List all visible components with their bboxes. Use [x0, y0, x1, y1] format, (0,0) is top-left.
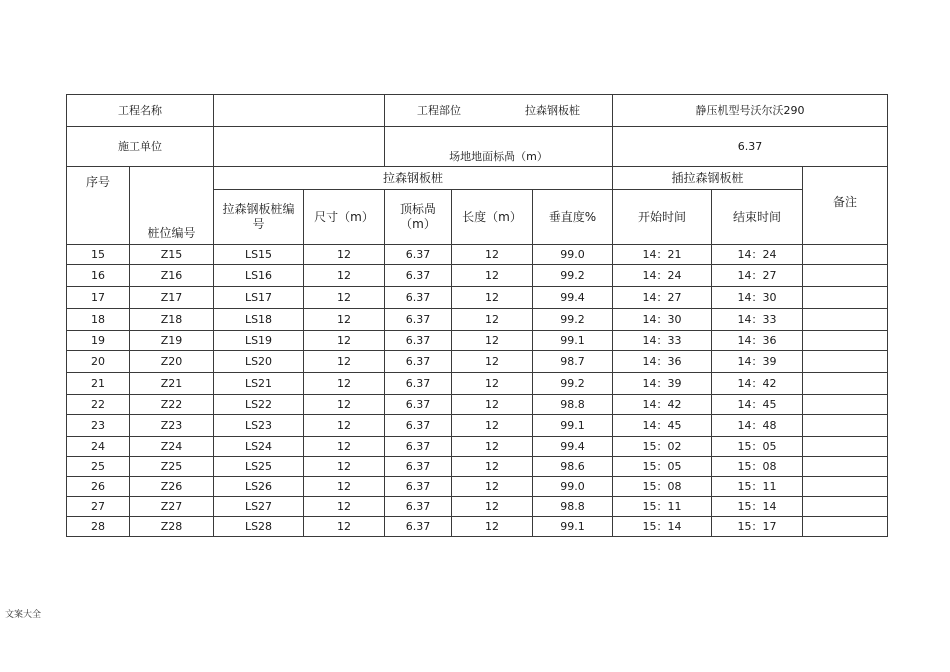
remark-cell: [803, 287, 888, 309]
table-body: [67, 245, 888, 537]
col-end-time-header: 结束时间: [712, 190, 803, 245]
pile-no-cell: Z15: [130, 245, 214, 265]
larsen-no-cell: LS25: [214, 457, 304, 477]
verticality-cell: 99.2: [533, 265, 613, 287]
larsen-no-cell: LS26: [214, 477, 304, 497]
end-time-cell: 14：30: [712, 287, 803, 309]
verticality-cell: 98.8: [533, 497, 613, 517]
footer-label: 文案大全: [5, 610, 42, 620]
pile-no-cell: Z16: [130, 265, 214, 287]
header-row-1: [67, 167, 888, 190]
length-cell: 12: [452, 437, 533, 457]
col-size-header: 尺寸（m）: [304, 190, 385, 245]
remark-cell: [803, 265, 888, 287]
table-row: [67, 437, 888, 457]
top-elev-cell: 6.37: [385, 287, 452, 309]
construction-unit-label: 施工单位: [67, 127, 214, 167]
group-larsen-header: 拉森钢板桩: [214, 167, 613, 190]
size-cell: 12: [304, 437, 385, 457]
table-row: [67, 415, 888, 437]
project-part-label: 工程部位: [417, 103, 461, 117]
length-cell: 12: [452, 477, 533, 497]
info-row-1: [67, 95, 888, 127]
seq-cell: 20: [67, 351, 130, 373]
top-elev-cell: 6.37: [385, 331, 452, 351]
seq-cell: 23: [67, 415, 130, 437]
verticality-cell: 98.6: [533, 457, 613, 477]
pile-record-table: [66, 94, 888, 537]
pile-no-cell: Z24: [130, 437, 214, 457]
start-time-cell: 15：14: [613, 517, 712, 537]
seq-cell: 18: [67, 309, 130, 331]
larsen-no-cell: LS17: [214, 287, 304, 309]
pile-no-cell: Z23: [130, 415, 214, 437]
larsen-no-cell: LS19: [214, 331, 304, 351]
larsen-no-cell: LS18: [214, 309, 304, 331]
verticality-cell: 99.2: [533, 309, 613, 331]
seq-cell: 21: [67, 373, 130, 395]
size-cell: 12: [304, 331, 385, 351]
length-cell: 12: [452, 457, 533, 477]
construction-unit-value: [214, 127, 385, 167]
table-row: [67, 457, 888, 477]
end-time-cell: 15：17: [712, 517, 803, 537]
length-cell: 12: [452, 265, 533, 287]
start-time-cell: 14：27: [613, 287, 712, 309]
end-time-cell: 14：42: [712, 373, 803, 395]
start-time-cell: 15：08: [613, 477, 712, 497]
project-name-label: 工程名称: [67, 95, 214, 127]
top-elev-cell: 6.37: [385, 415, 452, 437]
end-time-cell: 14：24: [712, 245, 803, 265]
seq-cell: 15: [67, 245, 130, 265]
pile-no-cell: Z28: [130, 517, 214, 537]
verticality-cell: 98.8: [533, 395, 613, 415]
start-time-cell: 14：21: [613, 245, 712, 265]
top-elev-cell: 6.37: [385, 373, 452, 395]
end-time-cell: 15：11: [712, 477, 803, 497]
seq-cell: 25: [67, 457, 130, 477]
larsen-no-cell: LS27: [214, 497, 304, 517]
size-cell: 12: [304, 309, 385, 331]
larsen-no-cell: LS15: [214, 245, 304, 265]
start-time-cell: 14：39: [613, 373, 712, 395]
table-row: [67, 373, 888, 395]
remark-cell: [803, 517, 888, 537]
remark-cell: [803, 437, 888, 457]
top-elev-cell: 6.37: [385, 437, 452, 457]
top-elev-cell: 6.37: [385, 497, 452, 517]
seq-cell: 24: [67, 437, 130, 457]
group-insert-header: 插拉森钢板桩: [613, 167, 803, 190]
table-row: [67, 351, 888, 373]
start-time-cell: 15：11: [613, 497, 712, 517]
remark-cell: [803, 497, 888, 517]
larsen-no-cell: LS23: [214, 415, 304, 437]
table-row: [67, 245, 888, 265]
info-row-2: [67, 127, 888, 167]
length-cell: 12: [452, 373, 533, 395]
size-cell: 12: [304, 395, 385, 415]
end-time-cell: 14：27: [712, 265, 803, 287]
seq-cell: 19: [67, 331, 130, 351]
remark-cell: [803, 331, 888, 351]
top-elev-cell: 6.37: [385, 395, 452, 415]
pile-no-cell: Z27: [130, 497, 214, 517]
remark-cell: [803, 477, 888, 497]
length-cell: 12: [452, 395, 533, 415]
size-cell: 12: [304, 245, 385, 265]
ground-elevation-label: 场地地面标咼（m）: [385, 127, 613, 167]
seq-cell: 17: [67, 287, 130, 309]
seq-cell: 26: [67, 477, 130, 497]
size-cell: 12: [304, 415, 385, 437]
seq-cell: 22: [67, 395, 130, 415]
length-cell: 12: [452, 287, 533, 309]
col-length-header: 长度（m）: [452, 190, 533, 245]
top-elev-cell: 6.37: [385, 245, 452, 265]
remark-cell: [803, 351, 888, 373]
remark-cell: [803, 415, 888, 437]
verticality-cell: 99.1: [533, 331, 613, 351]
length-cell: 12: [452, 351, 533, 373]
start-time-cell: 14：30: [613, 309, 712, 331]
length-cell: 12: [452, 245, 533, 265]
pile-no-cell: Z21: [130, 373, 214, 395]
pile-no-cell: Z17: [130, 287, 214, 309]
size-cell: 12: [304, 517, 385, 537]
project-part-value: 拉森钢板桩: [525, 103, 580, 117]
end-time-cell: 15：14: [712, 497, 803, 517]
col-start-time-header: 开始时间: [613, 190, 712, 245]
end-time-cell: 14：39: [712, 351, 803, 373]
machine-model: 静压机型号沃尔沃290: [613, 95, 888, 127]
col-larsen-no-header: 拉森钢板桩编号: [214, 190, 304, 245]
verticality-cell: 99.4: [533, 287, 613, 309]
verticality-cell: 99.0: [533, 477, 613, 497]
top-elev-cell: 6.37: [385, 265, 452, 287]
larsen-no-cell: LS16: [214, 265, 304, 287]
seq-cell: 27: [67, 497, 130, 517]
project-part-cell: [385, 95, 613, 127]
pile-no-cell: Z19: [130, 331, 214, 351]
remark-cell: [803, 395, 888, 415]
length-cell: 12: [452, 415, 533, 437]
pile-no-cell: Z18: [130, 309, 214, 331]
table-row: [67, 309, 888, 331]
table-row: [67, 331, 888, 351]
table-row: [67, 287, 888, 309]
larsen-no-cell: LS22: [214, 395, 304, 415]
size-cell: 12: [304, 265, 385, 287]
seq-cell: 28: [67, 517, 130, 537]
verticality-cell: 99.0: [533, 245, 613, 265]
table-row: [67, 517, 888, 537]
larsen-no-cell: LS28: [214, 517, 304, 537]
verticality-cell: 99.2: [533, 373, 613, 395]
project-name-value: [214, 95, 385, 127]
size-cell: 12: [304, 351, 385, 373]
verticality-cell: 99.1: [533, 517, 613, 537]
col-verticality-header: 垂直度%: [533, 190, 613, 245]
end-time-cell: 14：48: [712, 415, 803, 437]
pile-no-cell: Z25: [130, 457, 214, 477]
remark-cell: [803, 373, 888, 395]
length-cell: 12: [452, 517, 533, 537]
table-row: [67, 395, 888, 415]
remark-cell: [803, 457, 888, 477]
start-time-cell: 15：02: [613, 437, 712, 457]
end-time-cell: 15：08: [712, 457, 803, 477]
start-time-cell: 14：42: [613, 395, 712, 415]
length-cell: 12: [452, 331, 533, 351]
start-time-cell: 14：33: [613, 331, 712, 351]
start-time-cell: 14：24: [613, 265, 712, 287]
col-top-elev-header: 顶标咼（m）: [385, 190, 452, 245]
end-time-cell: 14：33: [712, 309, 803, 331]
larsen-no-cell: LS20: [214, 351, 304, 373]
size-cell: 12: [304, 457, 385, 477]
size-cell: 12: [304, 287, 385, 309]
col-seq-header: 序号: [67, 167, 130, 245]
start-time-cell: 15：05: [613, 457, 712, 477]
top-elev-cell: 6.37: [385, 309, 452, 331]
table-row: [67, 497, 888, 517]
end-time-cell: 14：45: [712, 395, 803, 415]
remark-cell: [803, 309, 888, 331]
size-cell: 12: [304, 497, 385, 517]
end-time-cell: 14：36: [712, 331, 803, 351]
length-cell: 12: [452, 309, 533, 331]
larsen-no-cell: LS21: [214, 373, 304, 395]
table-row: [67, 477, 888, 497]
top-elev-cell: 6.37: [385, 517, 452, 537]
start-time-cell: 14：45: [613, 415, 712, 437]
size-cell: 12: [304, 373, 385, 395]
top-elev-cell: 6.37: [385, 351, 452, 373]
pile-no-cell: Z26: [130, 477, 214, 497]
remark-cell: [803, 245, 888, 265]
pile-no-cell: Z20: [130, 351, 214, 373]
col-pile-no-header: 桩位编号: [130, 167, 214, 245]
ground-elevation-value: 6.37: [613, 127, 888, 167]
end-time-cell: 15：05: [712, 437, 803, 457]
table-row: [67, 265, 888, 287]
top-elev-cell: 6.37: [385, 477, 452, 497]
top-elev-cell: 6.37: [385, 457, 452, 477]
verticality-cell: 99.1: [533, 415, 613, 437]
col-remark-header: 备注: [803, 167, 888, 245]
pile-record-sheet: [66, 94, 887, 538]
start-time-cell: 14：36: [613, 351, 712, 373]
size-cell: 12: [304, 477, 385, 497]
verticality-cell: 99.4: [533, 437, 613, 457]
length-cell: 12: [452, 497, 533, 517]
larsen-no-cell: LS24: [214, 437, 304, 457]
seq-cell: 16: [67, 265, 130, 287]
verticality-cell: 98.7: [533, 351, 613, 373]
pile-no-cell: Z22: [130, 395, 214, 415]
